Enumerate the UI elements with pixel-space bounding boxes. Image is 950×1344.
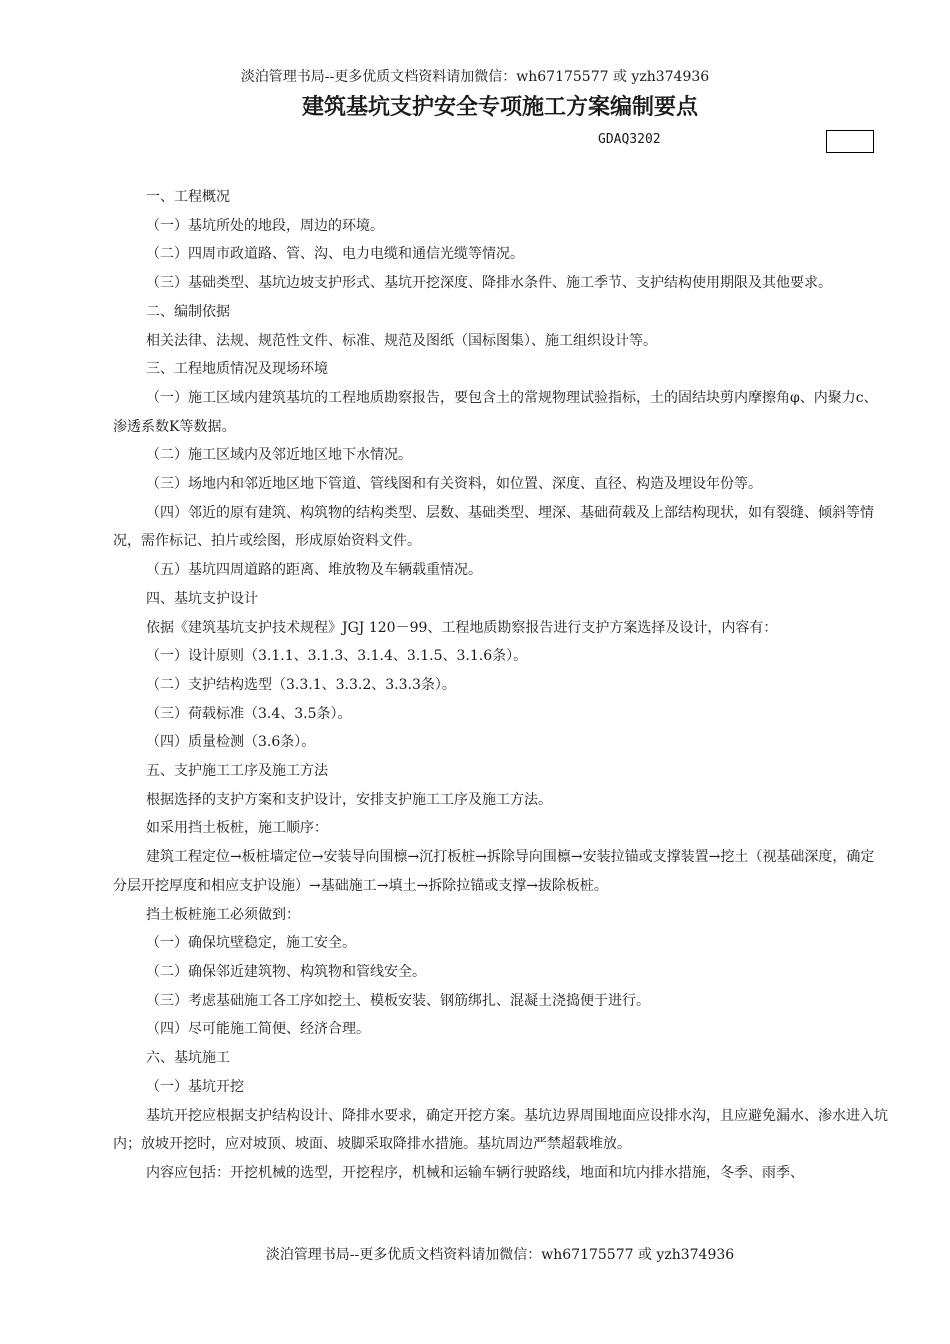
paragraph: （一）确保坑壁稳定，施工安全。 bbox=[146, 935, 356, 952]
paragraph: （一）基坑开挖 bbox=[146, 1078, 244, 1095]
paragraph: （三）考虑基础施工各工序如挖土、模板安装、钢筋绑扎、混凝土浇捣便于进行。 bbox=[146, 992, 650, 1009]
paragraph: 根据选择的支护方案和支护设计，安排支护施工工序及施工方法。 bbox=[146, 791, 552, 808]
paragraph: 基坑开挖应根据支护结构设计、降排水要求，确定开挖方案。基坑边界周围地面应设排水沟，且应避免漏水、渗水进入坑内；放坡开挖时，应对坡顶、坡面、坡脚采取降排水措施。基坑周边严禁超载堆放。 bbox=[113, 1107, 888, 1153]
paragraph: （五）基坑四周道路的距离、堆放物及车辆载重情况。 bbox=[146, 562, 482, 579]
code-box bbox=[826, 130, 874, 153]
paragraph: （二）四周市政道路、管、沟、电力电缆和通信光缆等情况。 bbox=[146, 246, 524, 263]
section-heading: 四、基坑支护设计 bbox=[146, 590, 258, 607]
paragraph: 依据《建筑基坑支护技术规程》JGJ 120－99、工程地质勘察报告进行支护方案选择及设计，内容有： bbox=[146, 619, 778, 636]
document-body bbox=[113, 183, 888, 1188]
section-heading: 一、工程概况 bbox=[146, 189, 230, 205]
paragraph: 建筑工程定位→板桩墙定位→安装导向围檩→沉打板桩→拆除导向围檩→安装拉锚或支撑装置→挖土（视基础深度，确定分层开挖厚度和相应支护设施）→基础施工→填土→拆除拉锚或支撑→拔除板桩。 bbox=[113, 849, 875, 894]
paragraph: 如采用挡土板桩，施工顺序： bbox=[146, 820, 328, 837]
paragraph: （四）尽可能施工简便、经济合理。 bbox=[146, 1021, 370, 1038]
paragraph: 相关法律、法规、规范性文件、标准、规范及图纸（国标图集）、施工组织设计等。 bbox=[146, 332, 657, 349]
paragraph: （三）场地内和邻近地区地下管道、管线图和有关资料，如位置、深度、直径、构造及埋设年份等。 bbox=[146, 476, 762, 493]
document-title: 建筑基坑支护安全专项施工方案编制要点 bbox=[301, 95, 698, 120]
paragraph: （二）支护结构选型（3.3.1、3.3.2、3.3.3条）。 bbox=[146, 676, 456, 693]
section-heading: 三、工程地质情况及现场环境 bbox=[146, 361, 328, 378]
paragraph: （一）设计原则（3.1.1、3.1.3、3.1.4、3.1.5、3.1.6条）。 bbox=[146, 648, 528, 665]
footer-note: 淡泊管理书局--更多优质文档资料请加微信：wh67175577 或 yzh374936 bbox=[265, 1247, 735, 1263]
paragraph: 挡土板桩施工必须做到： bbox=[146, 906, 300, 923]
header-note: 淡泊管理书局--更多优质文档资料请加微信：wh67175577 或 yzh374936 bbox=[240, 69, 710, 85]
section-heading: 五、支护施工工序及施工方法 bbox=[146, 763, 328, 780]
document-code: GDAQ3202 bbox=[598, 132, 661, 147]
paragraph: （一）基坑所处的地段，周边的环境。 bbox=[146, 217, 384, 234]
paragraph: 内容应包括：开挖机械的选型，开挖程序，机械和运输车辆行驶路线，地面和坑内排水措施，冬季、雨季、 bbox=[146, 1164, 804, 1181]
paragraph: （二）确保邻近建筑物、构筑物和管线安全。 bbox=[146, 963, 426, 980]
section-heading: 六、基坑施工 bbox=[146, 1050, 230, 1067]
paragraph: （三）基础类型、基坑边坡支护形式、基坑开挖深度、降排水条件、施工季节、支护结构使用期限及其他要求。 bbox=[146, 275, 832, 292]
paragraph: （三）荷载标准（3.4、3.5条）。 bbox=[146, 705, 352, 722]
paragraph: （四）质量检测（3.6条）。 bbox=[146, 734, 316, 751]
paragraph: （四）邻近的原有建筑、构筑物的结构类型、层数、基础类型、埋深、基础荷载及上部结构现状，如有裂缝、倾斜等情况，需作标记、拍片或绘图，形成原始资料文件。 bbox=[113, 504, 874, 550]
section-heading: 二、编制依据 bbox=[146, 303, 230, 320]
paragraph: （一）施工区域内建筑基坑的工程地质勘察报告，要包含土的常规物理试验指标，土的固结块剪内摩擦角φ、内聚力c、渗透系数K等数据。 bbox=[113, 389, 878, 435]
paragraph: （二）施工区域内及邻近地区地下水情况。 bbox=[146, 447, 412, 464]
